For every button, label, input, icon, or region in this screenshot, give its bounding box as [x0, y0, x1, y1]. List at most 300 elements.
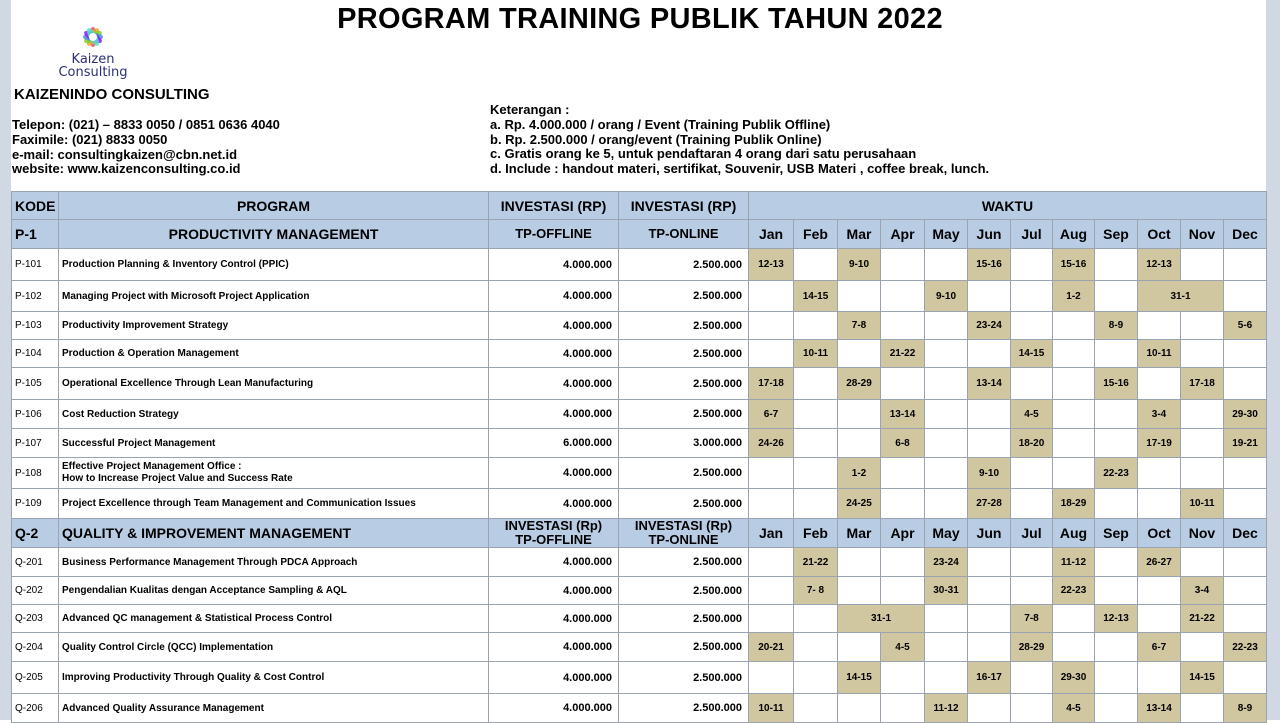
program-code: P-102	[12, 281, 59, 312]
table-row	[12, 633, 1267, 662]
schedule-cell: 29-30	[1053, 662, 1095, 694]
flower-logo-icon	[77, 22, 109, 52]
month-header-jan: Jan	[749, 220, 794, 249]
schedule-cell	[794, 694, 838, 723]
schedule-cell	[1224, 368, 1267, 400]
program-code: P-107	[12, 429, 59, 458]
month-header-sep: Sep	[1095, 519, 1138, 548]
price-online: 2.500.000	[619, 368, 749, 400]
program-name: Advanced QC management & Statistical Process Control	[59, 605, 489, 633]
schedule-cell: 8-9	[1095, 312, 1138, 340]
schedule-cell	[749, 577, 794, 605]
schedule-cell: 28-29	[1011, 633, 1053, 662]
section-tp-label: TP-ONLINE	[648, 532, 719, 547]
contact-phone: Telepon: (021) – 8833 0050 / 0851 0636 4040	[12, 117, 280, 132]
schedule-cell: 15-16	[1053, 249, 1095, 281]
schedule-cell	[838, 400, 881, 429]
header-investasi-online: INVESTASI (RP)	[619, 192, 749, 220]
price-online: 2.500.000	[619, 249, 749, 281]
schedule-cell	[1053, 605, 1095, 633]
schedule-cell	[881, 281, 925, 312]
schedule-cell	[881, 312, 925, 340]
schedule-cell	[925, 605, 968, 633]
note-c: c. Gratis orang ke 5, untuk pendaftaran 4 orang dari satu perusahaan	[490, 146, 917, 162]
schedule-cell	[838, 340, 881, 368]
schedule-cell: 12-13	[1138, 249, 1181, 281]
schedule-cell: 18-29	[1053, 489, 1095, 519]
schedule-cell: 21-22	[794, 548, 838, 577]
schedule-cell: 13-14	[968, 368, 1011, 400]
section-header-row	[12, 519, 1267, 548]
price-online: 2.500.000	[619, 694, 749, 723]
schedule-cell: 26-27	[1138, 548, 1181, 577]
schedule-cell: 13-14	[1138, 694, 1181, 723]
table-row	[12, 312, 1267, 340]
schedule-cell	[1181, 633, 1224, 662]
month-header-oct: Oct	[1138, 519, 1181, 548]
schedule-cell	[1224, 662, 1267, 694]
schedule-cell: 4-5	[1053, 694, 1095, 723]
schedule-cell	[749, 489, 794, 519]
contact-info	[12, 118, 280, 177]
note-d: d. Include : handout materi, sertifikat, Souvenir, USB Materi , coffee break, lunch.	[490, 161, 990, 177]
month-header-jul: Jul	[1011, 519, 1053, 548]
schedule-cell	[1011, 548, 1053, 577]
price-online: 3.000.000	[619, 429, 749, 458]
price-offline: 6.000.000	[489, 429, 619, 458]
schedule-cell: 10-11	[1138, 340, 1181, 368]
schedule-cell	[749, 312, 794, 340]
price-offline: 4.000.000	[489, 340, 619, 368]
price-online: 2.500.000	[619, 340, 749, 368]
schedule-cell	[1224, 340, 1267, 368]
program-name: Cost Reduction Strategy	[59, 400, 489, 429]
schedule-cell	[925, 340, 968, 368]
table-row	[12, 548, 1267, 577]
schedule-cell: 21-22	[881, 340, 925, 368]
schedule-cell: 16-17	[968, 662, 1011, 694]
section-investasi-label: INVESTASI (Rp)	[634, 518, 733, 533]
schedule-cell	[968, 400, 1011, 429]
schedule-cell: 7-8	[1011, 605, 1053, 633]
schedule-cell: 12-13	[1095, 605, 1138, 633]
header-waktu: WAKTU	[749, 192, 1267, 220]
schedule-cell: 19-21	[1224, 429, 1267, 458]
schedule-cell	[1011, 662, 1053, 694]
schedule-cell	[1095, 400, 1138, 429]
schedule-cell	[794, 489, 838, 519]
program-code: Q-205	[12, 662, 59, 694]
schedule-cell	[1224, 605, 1267, 633]
section-code: P-1	[12, 220, 59, 249]
program-code: P-108	[12, 458, 59, 489]
schedule-cell: 27-28	[968, 489, 1011, 519]
schedule-cell	[1053, 368, 1095, 400]
program-code: P-109	[12, 489, 59, 519]
price-online: 2.500.000	[619, 577, 749, 605]
program-name: Improving Productivity Through Quality & Cost Control	[59, 662, 489, 694]
schedule-cell	[1181, 458, 1224, 489]
schedule-cell	[1095, 489, 1138, 519]
schedule-cell	[838, 694, 881, 723]
schedule-cell	[925, 400, 968, 429]
schedule-cell	[881, 368, 925, 400]
schedule-cell	[1181, 429, 1224, 458]
month-header-sep: Sep	[1095, 220, 1138, 249]
table-row	[12, 577, 1267, 605]
schedule-cell	[1181, 400, 1224, 429]
schedule-cell: 31-1	[838, 605, 925, 633]
schedule-cell	[1138, 577, 1181, 605]
schedule-cell	[925, 633, 968, 662]
month-header-mar: Mar	[838, 220, 881, 249]
schedule-cell: 14-15	[1181, 662, 1224, 694]
schedule-cell: 18-20	[1011, 429, 1053, 458]
schedule-cell	[925, 489, 968, 519]
schedule-cell: 17-18	[1181, 368, 1224, 400]
schedule-cell	[749, 662, 794, 694]
schedule-cell	[968, 605, 1011, 633]
schedule-cell	[1053, 312, 1095, 340]
table-header-row	[12, 192, 1267, 220]
schedule-cell	[1095, 548, 1138, 577]
schedule-cell	[881, 548, 925, 577]
price-offline: 4.000.000	[489, 458, 619, 489]
section-tp-label: TP-ONLINE	[648, 226, 719, 241]
price-offline: 4.000.000	[489, 605, 619, 633]
left-border-strip	[0, 0, 11, 720]
schedule-cell: 6-8	[881, 429, 925, 458]
schedule-cell	[1095, 340, 1138, 368]
schedule-cell	[1224, 458, 1267, 489]
program-code: Q-204	[12, 633, 59, 662]
schedule-cell	[1181, 249, 1224, 281]
schedule-cell	[838, 577, 881, 605]
schedule-cell: 11-12	[925, 694, 968, 723]
schedule-cell	[1011, 249, 1053, 281]
program-name: Managing Project with Microsoft Project Application	[59, 281, 489, 312]
schedule-cell	[925, 662, 968, 694]
schedule-cell	[925, 312, 968, 340]
schedule-cell: 7-8	[838, 312, 881, 340]
price-offline: 4.000.000	[489, 281, 619, 312]
price-offline: 4.000.000	[489, 694, 619, 723]
program-name: Business Performance Management Through PDCA Approach	[59, 548, 489, 577]
schedule-cell	[968, 548, 1011, 577]
program-code: Q-202	[12, 577, 59, 605]
schedule-cell	[838, 548, 881, 577]
schedule-cell	[794, 429, 838, 458]
schedule-cell	[881, 458, 925, 489]
notes-heading: Keterangan :	[490, 102, 570, 117]
section-tp-offline	[489, 220, 619, 249]
schedule-cell	[1224, 249, 1267, 281]
schedule-cell: 15-16	[1095, 368, 1138, 400]
schedule-cell	[1181, 694, 1224, 723]
table-row	[12, 662, 1267, 694]
schedule-cell	[1095, 281, 1138, 312]
price-online: 2.500.000	[619, 605, 749, 633]
program-name-line2: How to Increase Project Value and Success Rate	[62, 473, 293, 484]
schedule-cell	[1011, 368, 1053, 400]
schedule-cell: 23-24	[925, 548, 968, 577]
schedule-cell	[1224, 489, 1267, 519]
company-name: KAIZENINDO CONSULTING	[14, 86, 210, 103]
schedule-cell: 7- 8	[794, 577, 838, 605]
notes-block	[490, 103, 989, 177]
schedule-cell	[1138, 368, 1181, 400]
schedule-cell: 9-10	[968, 458, 1011, 489]
schedule-cell	[838, 281, 881, 312]
logo-text-consulting: Consulting	[58, 65, 128, 80]
schedule-cell	[749, 340, 794, 368]
program-name: Pengendalian Kualitas dengan Acceptance Sampling & AQL	[59, 577, 489, 605]
schedule-cell	[1095, 429, 1138, 458]
price-online: 2.500.000	[619, 281, 749, 312]
program-name: Production & Operation Management	[59, 340, 489, 368]
program-code: P-101	[12, 249, 59, 281]
schedule-cell: 14-15	[1011, 340, 1053, 368]
table-row	[12, 458, 1267, 489]
schedule-cell: 1-2	[838, 458, 881, 489]
right-border-strip	[1266, 0, 1280, 720]
section-tp-offline	[489, 519, 619, 548]
schedule-cell: 29-30	[1224, 400, 1267, 429]
schedule-table	[11, 191, 1267, 723]
section-code: Q-2	[12, 519, 59, 548]
schedule-cell: 22-23	[1095, 458, 1138, 489]
price-offline: 4.000.000	[489, 633, 619, 662]
price-online: 2.500.000	[619, 458, 749, 489]
schedule-cell	[968, 429, 1011, 458]
schedule-cell	[1138, 605, 1181, 633]
company-logo	[58, 20, 128, 82]
schedule-cell: 20-21	[749, 633, 794, 662]
month-header-feb: Feb	[794, 519, 838, 548]
schedule-cell	[1138, 662, 1181, 694]
month-header-dec: Dec	[1224, 220, 1267, 249]
schedule-cell	[794, 605, 838, 633]
schedule-cell	[968, 633, 1011, 662]
schedule-cell: 10-11	[1181, 489, 1224, 519]
schedule-cell	[1138, 489, 1181, 519]
price-online: 2.500.000	[619, 633, 749, 662]
schedule-cell: 28-29	[838, 368, 881, 400]
section-header-row	[12, 220, 1267, 249]
schedule-cell: 4-5	[881, 633, 925, 662]
price-online: 2.500.000	[619, 662, 749, 694]
schedule-cell	[1224, 548, 1267, 577]
schedule-cell: 22-23	[1224, 633, 1267, 662]
price-offline: 4.000.000	[489, 400, 619, 429]
section-tp-online	[619, 220, 749, 249]
schedule-cell: 12-13	[749, 249, 794, 281]
program-name-line1: Effective Project Management Office :	[62, 461, 242, 472]
schedule-cell	[1053, 429, 1095, 458]
month-header-apr: Apr	[881, 220, 925, 249]
price-online: 2.500.000	[619, 489, 749, 519]
schedule-cell	[794, 368, 838, 400]
schedule-cell: 6-7	[749, 400, 794, 429]
schedule-cell	[749, 281, 794, 312]
page-title: PROGRAM TRAINING PUBLIK TAHUN 2022	[337, 3, 943, 35]
schedule-cell	[925, 458, 968, 489]
schedule-cell	[1011, 489, 1053, 519]
schedule-cell	[925, 368, 968, 400]
schedule-cell	[968, 281, 1011, 312]
header-program: PROGRAM	[59, 192, 489, 220]
schedule-cell: 9-10	[838, 249, 881, 281]
schedule-cell	[794, 458, 838, 489]
table-row	[12, 340, 1267, 368]
price-offline: 4.000.000	[489, 548, 619, 577]
schedule-cell: 14-15	[794, 281, 838, 312]
header-kode: KODE	[12, 192, 59, 220]
schedule-cell	[1224, 281, 1267, 312]
program-code: P-105	[12, 368, 59, 400]
schedule-cell	[1011, 458, 1053, 489]
schedule-cell	[1053, 633, 1095, 662]
month-header-may: May	[925, 519, 968, 548]
month-header-mar: Mar	[838, 519, 881, 548]
price-offline: 4.000.000	[489, 249, 619, 281]
schedule-cell	[968, 340, 1011, 368]
header-investasi-offline: INVESTASI (RP)	[489, 192, 619, 220]
schedule-cell	[881, 249, 925, 281]
price-offline: 4.000.000	[489, 368, 619, 400]
schedule-cell	[925, 429, 968, 458]
schedule-cell	[749, 548, 794, 577]
schedule-cell: 13-14	[881, 400, 925, 429]
schedule-cell	[1053, 340, 1095, 368]
price-offline: 4.000.000	[489, 312, 619, 340]
schedule-cell: 21-22	[1181, 605, 1224, 633]
schedule-cell	[794, 662, 838, 694]
contact-email: e-mail: consultingkaizen@cbn.net.id	[12, 146, 238, 162]
price-offline: 4.000.000	[489, 489, 619, 519]
price-online: 2.500.000	[619, 548, 749, 577]
schedule-cell	[838, 633, 881, 662]
schedule-cell	[1011, 281, 1053, 312]
schedule-cell	[1095, 694, 1138, 723]
schedule-cell: 24-26	[749, 429, 794, 458]
program-name: Advanced Quality Assurance Management	[59, 694, 489, 723]
note-a: a. Rp. 4.000.000 / orang / Event (Training Publik Offline)	[490, 116, 831, 132]
schedule-cell: 1-2	[1053, 281, 1095, 312]
table-row	[12, 605, 1267, 633]
schedule-cell: 31-1	[1138, 281, 1224, 312]
schedule-cell	[794, 249, 838, 281]
schedule-cell	[749, 458, 794, 489]
price-offline: 4.000.000	[489, 662, 619, 694]
schedule-cell: 3-4	[1138, 400, 1181, 429]
schedule-cell: 9-10	[925, 281, 968, 312]
section-investasi-label: INVESTASI (Rp)	[504, 518, 603, 533]
program-name: Project Excellence through Team Management and Communication Issues	[59, 489, 489, 519]
month-header-may: May	[925, 220, 968, 249]
schedule-cell: 15-16	[968, 249, 1011, 281]
section-name: PRODUCTIVITY MANAGEMENT	[59, 220, 489, 249]
month-header-jun: Jun	[968, 519, 1011, 548]
schedule-cell: 5-6	[1224, 312, 1267, 340]
schedule-cell	[881, 662, 925, 694]
price-online: 2.500.000	[619, 312, 749, 340]
schedule-cell	[1095, 577, 1138, 605]
schedule-cell: 6-7	[1138, 633, 1181, 662]
price-online: 2.500.000	[619, 400, 749, 429]
schedule-cell: 11-12	[1053, 548, 1095, 577]
schedule-cell	[1224, 577, 1267, 605]
section-tp-label: TP-OFFLINE	[515, 226, 592, 241]
program-code: P-106	[12, 400, 59, 429]
table-row	[12, 429, 1267, 458]
schedule-cell: 10-11	[749, 694, 794, 723]
schedule-cell	[968, 577, 1011, 605]
schedule-cell	[838, 429, 881, 458]
schedule-cell	[881, 694, 925, 723]
schedule-cell: 24-25	[838, 489, 881, 519]
table-row	[12, 489, 1267, 519]
table-row	[12, 249, 1267, 281]
schedule-cell: 8-9	[1224, 694, 1267, 723]
schedule-cell	[794, 400, 838, 429]
schedule-cell	[1181, 312, 1224, 340]
schedule-cell: 22-23	[1053, 577, 1095, 605]
program-code: Q-201	[12, 548, 59, 577]
schedule-cell	[881, 489, 925, 519]
schedule-cell	[1011, 312, 1053, 340]
schedule-cell	[1053, 400, 1095, 429]
table-row	[12, 400, 1267, 429]
section-tp-online	[619, 519, 749, 548]
program-code: Q-203	[12, 605, 59, 633]
schedule-cell	[1053, 458, 1095, 489]
month-header-nov: Nov	[1181, 220, 1224, 249]
program-name: Operational Excellence Through Lean Manufacturing	[59, 368, 489, 400]
table-row	[12, 368, 1267, 400]
program-name: Quality Control Circle (QCC) Implementation	[59, 633, 489, 662]
schedule-cell	[1095, 249, 1138, 281]
program-name: Productivity Improvement Strategy	[59, 312, 489, 340]
note-b: b. Rp. 2.500.000 / orang/event (Training Publik Online)	[490, 131, 822, 147]
month-header-dec: Dec	[1224, 519, 1267, 548]
section-name: QUALITY & IMPROVEMENT MANAGEMENT	[59, 519, 489, 548]
month-header-apr: Apr	[881, 519, 925, 548]
month-header-nov: Nov	[1181, 519, 1224, 548]
schedule-cell	[749, 605, 794, 633]
month-header-jul: Jul	[1011, 220, 1053, 249]
contact-website: website: www.kaizenconsulting.co.id	[12, 161, 241, 177]
schedule-cell: 4-5	[1011, 400, 1053, 429]
month-header-aug: Aug	[1053, 220, 1095, 249]
program-code: Q-206	[12, 694, 59, 723]
schedule-cell	[925, 249, 968, 281]
program-name	[59, 458, 489, 489]
program-code: P-103	[12, 312, 59, 340]
month-header-aug: Aug	[1053, 519, 1095, 548]
schedule-cell	[881, 577, 925, 605]
program-name: Successful Project Management	[59, 429, 489, 458]
schedule-cell	[1011, 694, 1053, 723]
schedule-cell: 10-11	[794, 340, 838, 368]
schedule-cell	[1095, 633, 1138, 662]
logo-text-kaizen: Kaizen	[71, 52, 115, 67]
schedule-cell	[1181, 548, 1224, 577]
schedule-cell: 14-15	[838, 662, 881, 694]
program-code: P-104	[12, 340, 59, 368]
schedule-cell: 23-24	[968, 312, 1011, 340]
schedule-cell: 17-18	[749, 368, 794, 400]
